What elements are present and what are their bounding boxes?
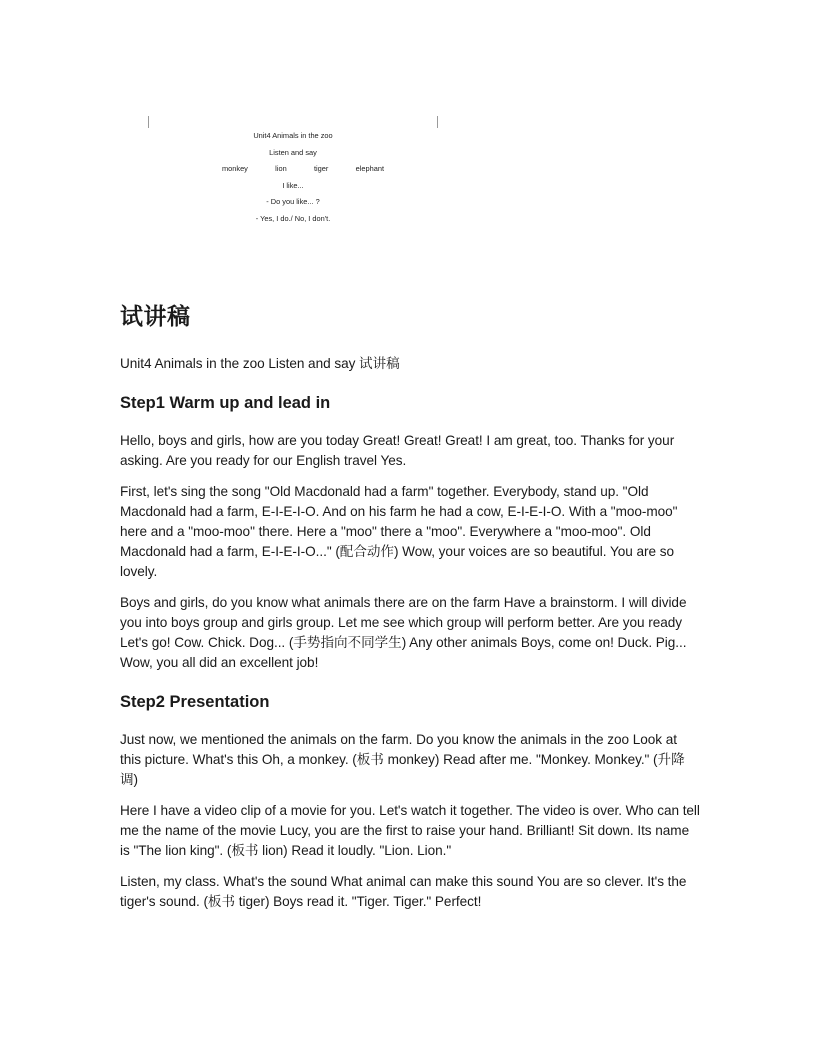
board-sentence-1: I like... [282,180,304,190]
board-subtitle: Listen and say [269,147,317,157]
board-word: lion [275,164,287,173]
section-heading-step2: Step2 Presentation [120,693,270,711]
board-sentence-3: - Yes, I do./ No, I don't. [255,213,331,223]
document-title: 试讲稿 [120,304,191,330]
paragraph: First, let's sing the song "Old Macdonald had a farm" together. Everybody, stand up. "Old Macdonald had a farm, E-I-E-I-O. And on his farm he had a cow, E-I-E-I-O. With a "moo-moo" here and a "moo-moo" there. Here a "moo" there a "moo". Everywhere a "moo-moo". Old Macdonald had a farm, E-I-E-I-O..." (配合动作) Wow, your voices are so beautiful. You are so lovely. [120,484,678,579]
document-subtitle: Unit4 Animals in the zoo Listen and say 试讲稿 [120,356,400,371]
paragraph: Hello, boys and girls, how are you today Great! Great! Great! I am great, too. Thanks for your asking. Are you ready for our English travel Yes. [120,433,675,468]
board-word-list [200,161,386,178]
crop-mark-left [148,116,149,128]
section-heading-step1: Step1 Warm up and lead in [120,394,331,412]
paragraph: Just now, we mentioned the animals on the farm. Do you know the animals in the zoo Look at this picture. What's this Oh, a monkey. (板书 monkey) Read after me. "Monkey. Monkey." (升降调) [120,732,685,787]
paragraph: Here I have a video clip of a movie for you. Let's watch it together. The video is over. Who can tell me the name of the movie Lucy, you are the first to raise your hand. Brilliant! Sit down. Its name is "The lion king". (板书 lion) Read it loudly. "Lion. Lion." [120,803,700,858]
board-word: tiger [313,164,329,173]
document-body [120,300,700,912]
blackboard-design [200,128,386,227]
board-word: monkey [222,164,248,173]
board-title: Unit4 Animals in the zoo [253,131,333,140]
paragraph: Listen, my class. What's the sound What animal can make this sound You are so clever. It's the tiger's sound. (板书 tiger) Boys read it. "Tiger. Tiger." Perfect! [120,874,687,909]
paragraph: Boys and girls, do you know what animals there are on the farm Have a brainstorm. I will divide you into boys group and girls group. Let me see which group will perform better. Are you ready Let's go! Cow. Chick. Dog... (手势指向不同学生) Any other animals Boys, come on! Duck. Pig... Wow, you all did an excellent job! [120,595,687,670]
board-sentence-2: - Do you like... ? [266,197,320,206]
crop-mark-right [437,116,438,128]
board-word: elephant [355,164,384,173]
